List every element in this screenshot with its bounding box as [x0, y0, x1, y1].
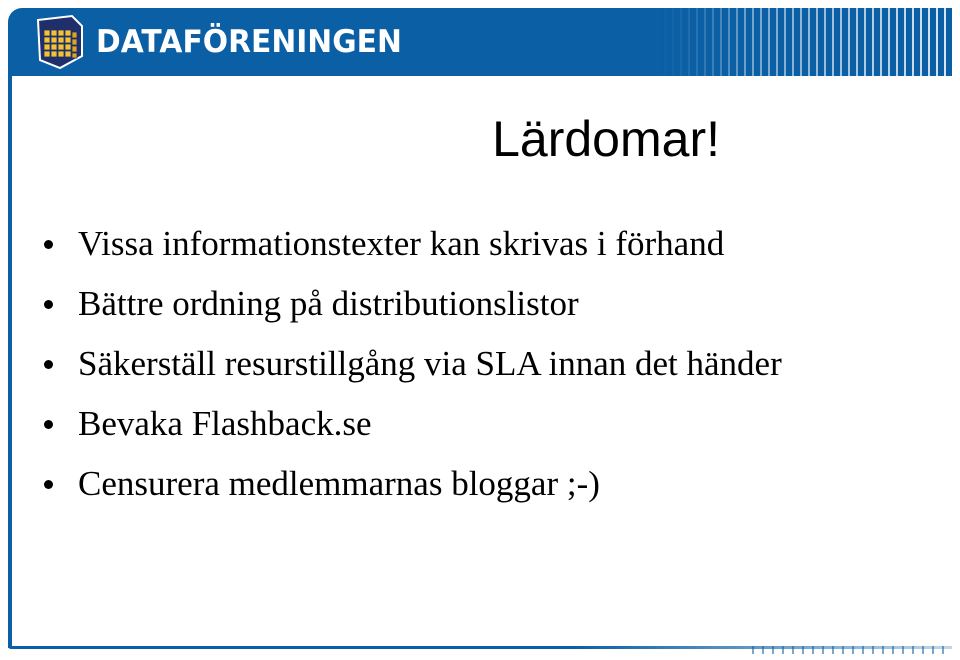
bullet-dot-icon	[44, 480, 53, 489]
list-item	[40, 454, 782, 514]
list-item	[40, 334, 782, 394]
grid-cube-logo-icon	[32, 12, 88, 72]
banner-stripes	[642, 8, 952, 76]
bullet-text: Bevaka Flashback.se	[78, 404, 372, 443]
frame-bottom-stripes	[752, 646, 952, 654]
bullet-text: Säkerställ resurstillgång via SLA innan det händer	[78, 344, 782, 383]
list-item	[40, 214, 782, 274]
bullet-text: Bättre ordning på distributionslistor	[78, 284, 579, 323]
bullet-text: Vissa informationstexter kan skrivas i förhand	[78, 224, 725, 263]
bullet-dot-icon	[44, 240, 53, 249]
bullet-text: Censurera medlemmarnas bloggar ;-)	[78, 464, 600, 503]
slide-title: Lärdomar!	[492, 111, 720, 167]
brand-wordmark: DATAFÖRENINGEN	[96, 24, 402, 60]
bullet-dot-icon	[44, 420, 53, 429]
bullet-list	[40, 214, 782, 514]
bullet-dot-icon	[44, 360, 53, 369]
bullet-dot-icon	[44, 300, 53, 309]
header-banner	[8, 8, 952, 76]
list-item	[40, 394, 782, 454]
list-item	[40, 274, 782, 334]
